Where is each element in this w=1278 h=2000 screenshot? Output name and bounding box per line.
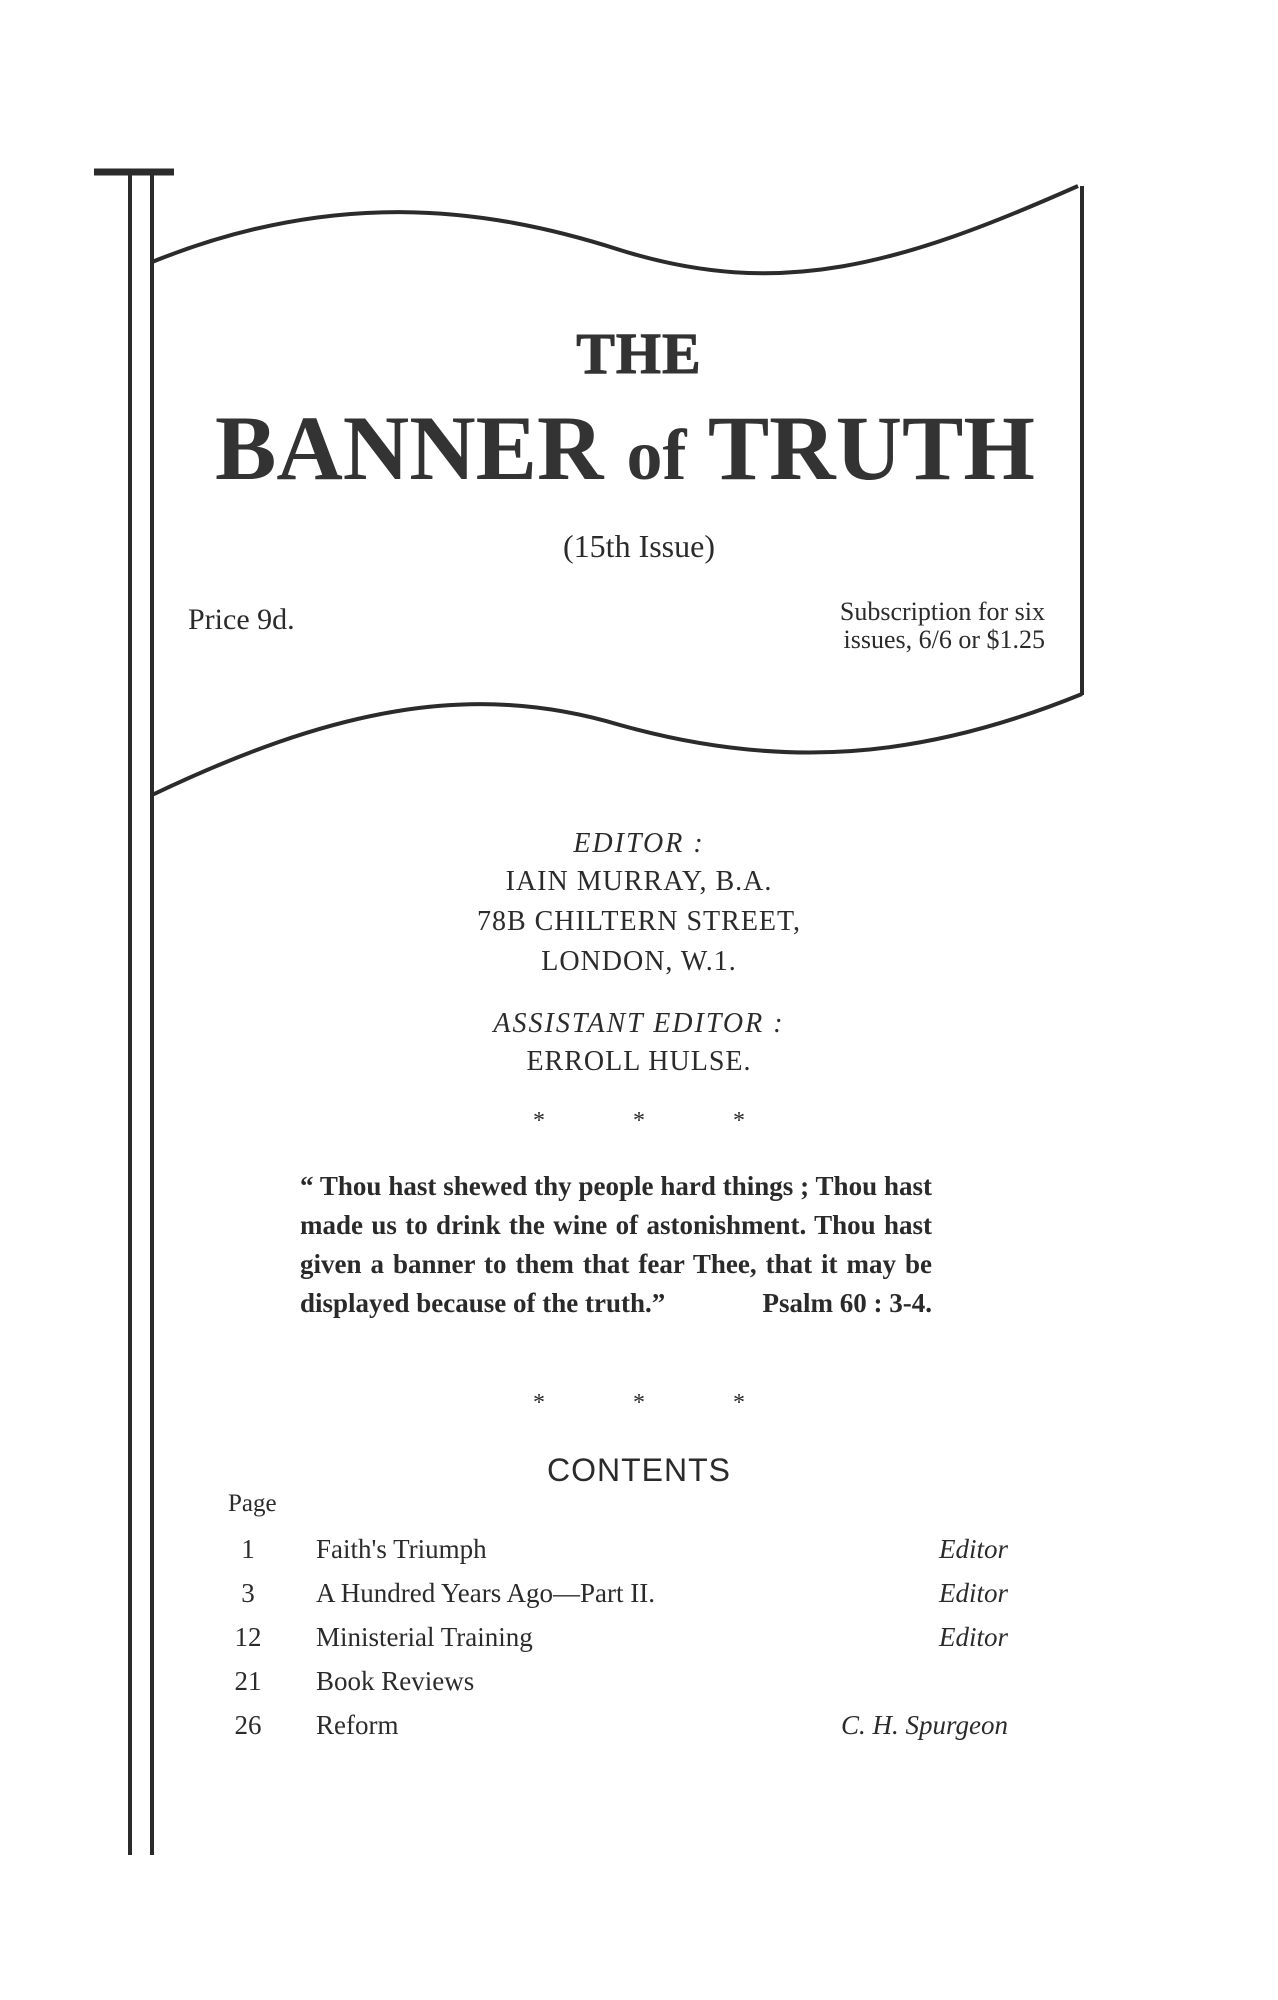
contents-item (228, 1578, 1008, 1622)
contents-item-page: 12 (234, 1622, 262, 1652)
contents-item-author: Editor (938, 1578, 1008, 1608)
contents-item-page: 1 (241, 1534, 255, 1564)
assistant-editor-label: ASSISTANT EDITOR : (493, 1008, 785, 1039)
contents-item-author: C. H. Spurgeon (841, 1710, 1008, 1740)
scripture-quote (300, 1167, 932, 1323)
contents-item-title: Faith's Triumph (316, 1534, 487, 1564)
contents-page-label: Page (228, 1490, 277, 1517)
contents-item (228, 1534, 1008, 1578)
separator-star: * (733, 1108, 745, 1134)
contents-item-page: 21 (234, 1666, 262, 1696)
subscription-line-1: Subscription for six (839, 597, 1045, 626)
masthead-title-truth: TRUTH (707, 397, 1035, 499)
contents-item-page: 3 (241, 1578, 255, 1608)
flag-top-edge (152, 186, 1078, 273)
contents-item-title: Reform (316, 1710, 399, 1740)
separator-star: * (633, 1108, 645, 1134)
masthead-title-banner: BANNER (215, 397, 604, 499)
contents-item-title: A Hundred Years Ago—Part II. (316, 1578, 655, 1608)
separator-star: * (533, 1390, 545, 1416)
contents-item-author: Editor (938, 1534, 1008, 1564)
masthead-title (205, 395, 1045, 501)
contents-item-title: Book Reviews (316, 1666, 475, 1696)
separator-stars-bottom (0, 1390, 1278, 1417)
subscription-line-2: issues, 6/6 or $1.25 (843, 625, 1045, 654)
contents-item-author: Editor (938, 1622, 1008, 1652)
masthead-title-of: of (626, 415, 687, 495)
separator-star: * (533, 1108, 545, 1134)
flag-bottom-edge (152, 694, 1082, 795)
contents-item-title: Ministerial Training (316, 1622, 533, 1652)
separator-stars-top (0, 1108, 1278, 1135)
masthead-the: THE (576, 321, 702, 386)
quote-text: “ Thou hast shewed thy people hard things ; Thou hast made us to drink the wine of astonishment. Thou hast given a banner to them that fear Thee, that it may be displayed because of the truth.” (300, 1171, 932, 1318)
price-text: Price 9d. (188, 603, 295, 636)
separator-star: * (633, 1390, 645, 1416)
contents-item (228, 1622, 1008, 1666)
editor-label: EDITOR : (573, 828, 705, 859)
editor-address-line-1: 78B CHILTERN STREET, (476, 906, 802, 937)
assistant-editor-name: ERROLL HULSE. (526, 1046, 752, 1077)
separator-star: * (733, 1390, 745, 1416)
quote-reference: Psalm 60 : 3-4. (762, 1288, 932, 1318)
contents-list (228, 1534, 1008, 1754)
editor-address-line-2: LONDON, W.1. (541, 946, 737, 977)
issue-number: (15th Issue) (563, 528, 715, 564)
contents-item (228, 1710, 1008, 1754)
contents-item-page: 26 (234, 1710, 262, 1740)
contents-heading: CONTENTS (547, 1452, 731, 1488)
subscription-info (760, 598, 1045, 654)
editor-name: IAIN MURRAY, B.A. (505, 866, 773, 897)
contents-item (228, 1666, 1008, 1710)
